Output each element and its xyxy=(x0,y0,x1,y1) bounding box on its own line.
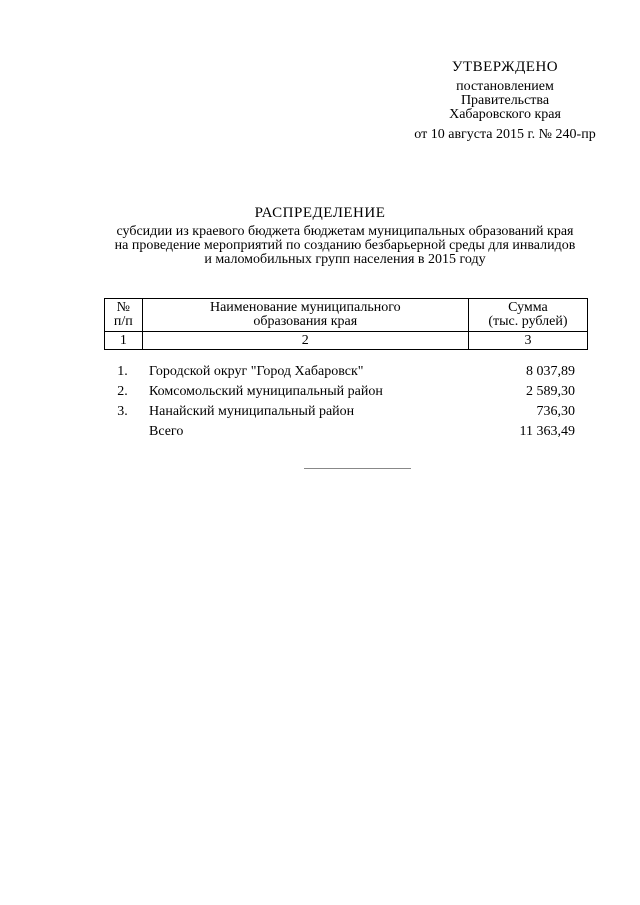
column-number-row xyxy=(105,332,588,350)
header-text: п/п xyxy=(113,314,133,329)
table-row xyxy=(104,402,588,422)
table-body xyxy=(104,362,588,442)
row-name: Городской округ "Город Хабаровск" xyxy=(149,364,364,379)
table-header-row xyxy=(105,299,588,332)
subheading-line: субсидии из краевого бюджета бюджетам муниципальных образований края xyxy=(116,224,574,239)
subheading-line: на проведение мероприятий по созданию безбарьерной среды для инвалидов xyxy=(114,238,576,253)
row-sum: 2 589,30 xyxy=(526,384,575,399)
header-cell-sum xyxy=(468,299,587,332)
header-text: образования края xyxy=(253,314,358,329)
row-sum: 736,30 xyxy=(536,404,575,419)
header-cell-number xyxy=(105,299,143,332)
document-subheading xyxy=(100,225,590,267)
approval-stamp xyxy=(380,58,630,143)
header-text: Сумма xyxy=(508,300,548,315)
total-sum: 11 363,49 xyxy=(519,424,575,439)
table-row xyxy=(104,362,588,382)
total-row xyxy=(104,422,588,442)
row-number: 1. xyxy=(117,364,128,379)
column-number: 1 xyxy=(105,332,143,350)
approval-line: Хабаровского края xyxy=(449,107,561,122)
table-header xyxy=(104,298,588,350)
end-rule xyxy=(304,468,411,469)
approval-date: от 10 августа 2015 г. № 240-пр xyxy=(414,127,596,142)
row-number: 3. xyxy=(117,404,128,419)
row-name: Нанайский муниципальный район xyxy=(149,404,355,419)
approval-title: УТВЕРЖДЕНО xyxy=(451,59,559,75)
table-row xyxy=(104,382,588,402)
total-number-empty xyxy=(104,422,141,442)
column-number: 2 xyxy=(142,332,468,350)
column-number: 3 xyxy=(468,332,587,350)
row-sum: 8 037,89 xyxy=(526,364,575,379)
header-text: № xyxy=(116,300,131,315)
subheading-line: и маломобильных групп населения в 2015 году xyxy=(204,252,486,267)
approval-line: Правительства xyxy=(460,93,550,108)
approval-line: постановлением xyxy=(456,79,554,94)
header-text: Наименование муниципального xyxy=(209,300,401,315)
row-number: 2. xyxy=(117,384,128,399)
total-label: Всего xyxy=(149,424,184,439)
header-cell-name xyxy=(142,299,468,332)
header-text: (тыс. рублей) xyxy=(488,314,568,329)
row-name: Комсомольский муниципальный район xyxy=(149,384,383,399)
document-heading: РАСПРЕДЕЛЕНИЕ xyxy=(254,205,386,221)
